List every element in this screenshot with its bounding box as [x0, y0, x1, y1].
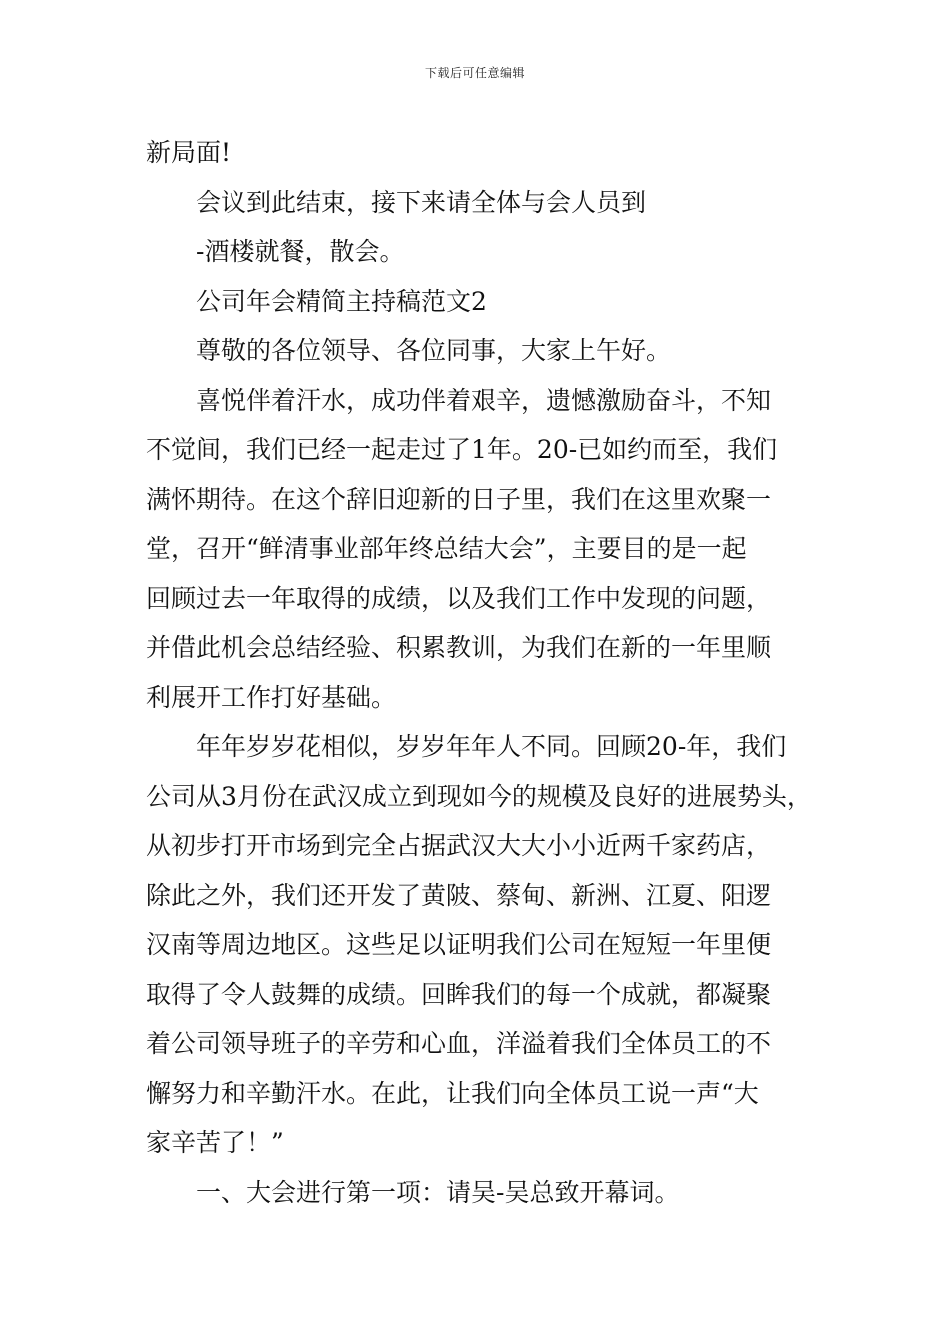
text-line: 取得了令人鼓舞的成绩。回眸我们的每一个成就，都凝聚	[146, 979, 772, 1009]
text-line: 满怀期待。在这个辞旧迎新的日子里，我们在这里欢聚一	[146, 484, 772, 514]
text-line: 公司从3月份在武汉成立到现如今的规模及良好的进展势头，	[146, 781, 812, 811]
text-line: 懈努力和辛勤汗水。在此，让我们向全体员工说一声“大	[146, 1078, 759, 1108]
page-header-note: 下载后可任意编辑	[424, 66, 525, 80]
text-line: 会议到此结束，接下来请全体与会人员到	[196, 187, 647, 217]
text-line: 并借此机会总结经验、积累教训，为我们在新的一年里顺	[146, 633, 772, 662]
text-line: 汉南等周边地区。这些足以证明我们公司在短短一年里便	[146, 930, 772, 959]
section-title: 公司年会精简主持稿范文2	[196, 286, 487, 316]
text-line: -酒楼就餐，散会。	[196, 237, 405, 266]
text-line: 除此之外，我们还开发了黄陂、蔡甸、新洲、江夏、阳逻	[146, 880, 772, 910]
text-line: 不觉间，我们已经一起走过了1年。20-已如约而至，我们	[146, 435, 778, 464]
text-line: 喜悦伴着汗水，成功伴着艰辛，遗憾激励奋斗，不知	[196, 385, 772, 415]
text-line: 从初步打开市场到完全占据武汉大大小小近两千家药店，	[146, 831, 772, 860]
text-line: 着公司领导班子的辛劳和心血，洋溢着我们全体员工的不	[146, 1029, 772, 1058]
text-line: 一、大会进行第一项：请吴-吴总致开幕词。	[196, 1177, 680, 1207]
text-line: 回顾过去一年取得的成绩，以及我们工作中发现的问题，	[146, 583, 772, 613]
text-line: 家辛苦了！”	[146, 1128, 284, 1157]
text-line: 堂，召开“鲜清事业部年终总结大会”，主要目的是一起	[146, 534, 747, 563]
text-line: 尊敬的各位领导、各位同事，大家上午好。	[196, 336, 672, 365]
text-line: 利展开工作打好基础。	[146, 682, 397, 712]
text-line: 新局面!	[146, 138, 232, 167]
document-body	[146, 128, 826, 1217]
text-line: 年年岁岁花相似，岁岁年年人不同。回顾20-年，我们	[196, 732, 787, 761]
